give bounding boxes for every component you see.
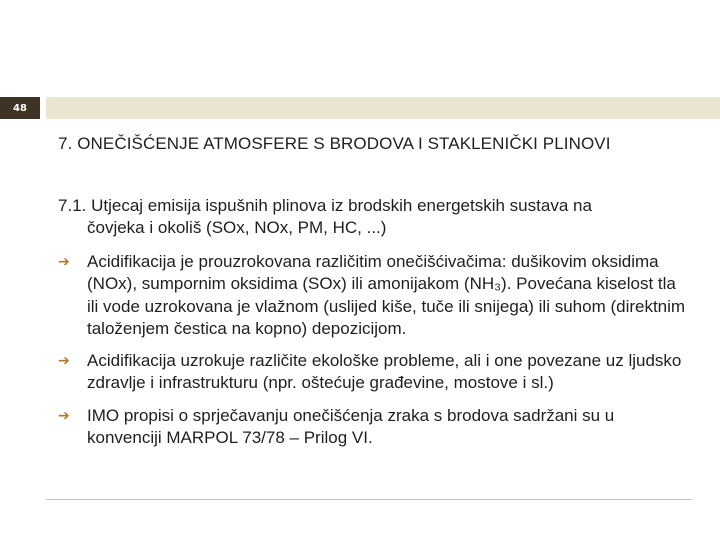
slide-title: 7. ONEČIŠĆENJE ATMOSFERE S BRODOVA I STAKLENIČKI PLINOVI xyxy=(58,134,611,153)
footer-divider xyxy=(46,499,692,500)
bullet-list xyxy=(58,251,688,459)
page-number-badge xyxy=(0,97,40,119)
section-number: 7.1. xyxy=(58,196,87,215)
section-heading-line1: Utjecaj emisija ispušnih plinova iz brodskih energetskih sustava na xyxy=(91,196,592,215)
header-band xyxy=(46,97,720,119)
bullet-text: IMO propisi o sprječavanju onečišćenja zraka s brodova sadržani su u konvenciji MARPOL 73/78 – Prilog VI. xyxy=(87,405,615,448)
bullet-item xyxy=(58,405,688,450)
arrow-right-icon: ➔ xyxy=(58,254,70,270)
section-heading-line2: čovjeka i okoliš (SOx, NOx, PM, HC, ...) xyxy=(87,218,387,237)
bullet-item xyxy=(58,251,688,340)
arrow-right-icon: ➔ xyxy=(58,353,70,370)
section-heading xyxy=(58,195,698,239)
bullet-text: Acidifikacija uzrokuje različite ekološke probleme, ali i one povezane uz ljudsko zdravlje i infrastrukturu (npr. oštećuje građevine, mostove i sl.) xyxy=(87,351,682,393)
bullet-text: Acidifikacija je prouzrokovana različitim onečišćivačima: dušikovim oksidima (NOx), sumpornim oksidima (SOx) ili amonijakom (NH₃). Povećana kiselost tla ili vode uzrokovana je vlažnom (uslijed kiše, tuče ili snijega) ili suhom (direktnim taloženjem čestica na kopno) depozicijom. xyxy=(87,252,686,338)
arrow-right-icon: ➔ xyxy=(58,407,70,424)
bullet-item xyxy=(58,350,688,395)
page-number: 48 xyxy=(13,102,27,114)
